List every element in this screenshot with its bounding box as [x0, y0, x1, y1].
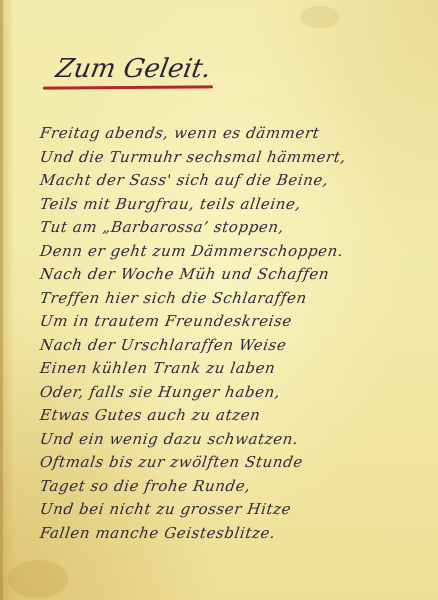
page-edge	[0, 0, 3, 600]
poem-line: Taget so die frohe Runde,	[38, 476, 252, 495]
poem-line: Fallen manche Geistesblitze.	[38, 523, 277, 542]
poem-line: Und ein wenig dazu schwatzen.	[38, 429, 300, 448]
poem-line: Nach der Woche Müh und Schaffen	[38, 265, 331, 283]
poem-line: Oder, falls sie Hunger haben,	[38, 382, 282, 401]
title-underline	[43, 85, 213, 89]
poem-line: Um in trautem Freundeskreise	[38, 312, 294, 330]
paper-stain	[8, 560, 68, 598]
page-title: Zum Geleit.	[53, 54, 214, 84]
paper-stain	[300, 6, 340, 28]
poem-line: Macht der Sass' sich auf die Beine,	[38, 171, 330, 189]
poem-line: Freitag abends, wenn es dämmert	[38, 124, 321, 142]
poem-line: Tut am „Barbarossa’ stoppen,	[38, 218, 286, 236]
poem	[40, 122, 430, 545]
poem-line: Nach der Urschlaraffen Weise	[38, 335, 288, 354]
poem-line: Denn er geht zum Dämmerschoppen.	[38, 241, 345, 260]
poem-line: Und bei nicht zu grosser Hitze	[38, 500, 293, 518]
poem-line: Teils mit Burgfrau, teils alleine,	[38, 194, 303, 213]
poem-line: Einen kühlen Trank zu laben	[38, 359, 277, 377]
poem-line: Treffen hier sich die Schlaraffen	[38, 288, 309, 307]
poem-line: Etwas Gutes auch zu atzen	[38, 406, 262, 424]
poem-line: Oftmals bis zur zwölften Stunde	[38, 453, 305, 471]
poem-line: Und die Turmuhr sechsmal hämmert,	[38, 147, 348, 166]
